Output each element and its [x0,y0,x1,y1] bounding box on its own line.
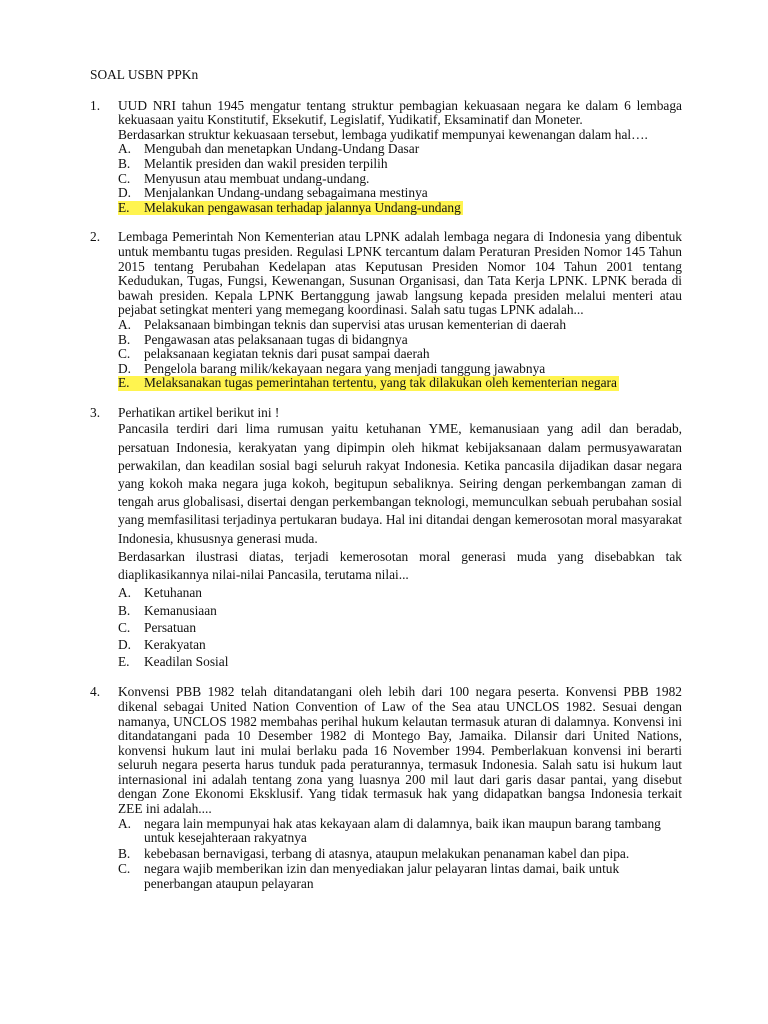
question-number: 3. [90,404,101,420]
option-letter: D. [118,360,132,376]
option-d [118,362,682,377]
option-text: Keadilan Sosial [144,654,229,670]
option-b [118,847,682,862]
question-body [118,99,682,216]
option-e-highlighted [118,376,619,391]
option-letter: E. [118,654,130,670]
option-b [118,602,682,619]
option-text: Kerakyatan [144,636,206,652]
question-4 [90,685,682,892]
question-body [118,230,682,391]
option-c [118,619,682,636]
option-c [118,347,682,362]
option-a [118,142,682,157]
option-list [118,318,682,391]
option-text: Melantik presiden dan wakil presiden terpilih [144,155,388,171]
option-letter: B. [118,155,131,171]
option-letter: C. [118,346,131,362]
question-paragraph: Berdasarkan ilustrasi diatas, terjadi kemerosotan moral generasi muda yang disebabkan tak diaplikasikannya nilai-nilai Pancasila, terutama nilai... [118,548,682,583]
option-d [118,186,682,201]
option-text: Pengawasan atas pelaksanaan tugas di bidangnya [144,331,408,347]
question-body [118,685,682,892]
option-letter: E. [118,199,130,215]
option-a [118,817,682,846]
option-b [118,157,682,172]
option-list [118,584,682,670]
question-paragraph: UUD NRI tahun 1945 mengatur tentang struktur pembagian kekuasaan negara ke dalam 6 lembaga kekuasaan yaitu Konstitutif, Eksekutif, Legislatif, Yudikatif, Eksaminatif dan Moneter. [118,97,682,128]
option-text: Melakukan pengawasan terhadap jalannya Undang-undang [144,199,461,215]
question-paragraph: Perhatikan artikel berikut ini ! [118,404,280,420]
option-e [118,653,682,670]
question-paragraph: Konvensi PBB 1982 telah ditandatangani oleh lebih dari 100 negara peserta. Konvensi PBB 1982 dikenal sebagai United Nation Convention of Law of the Sea atau UNCLOS 1982. Sesuai dengan namanya, UNCLOS 1982 membahas perihal hukum kelautan termasuk aturan di dalamnya. Konvensi ini ditandatangani pada 10 Desember 1982 di Montego Bay, Jamaika. Dilansir dari United Nations, konvensi hukum laut ini mulai berlaku pada 16 November 1994. Pemberlakuan konvensi ini berarti seluruh negara peserta harus tunduk pada peraturannya, termasuk Indonesia. Salah satu isi hukum laut internasional ini adalah tentang zona yang luasnya 200 mil laut dari garis dasar pantai, yang disebut dengan Zone Ekonomi Eksklusif. Yang tidak termasuk hak yang didapatkan bangsa Indonesia terkait ZEE ini adalah.... [118,684,682,817]
option-d [118,636,682,653]
option-b [118,333,682,348]
option-list [118,142,682,215]
question-1 [90,99,682,216]
option-text: negara lain mempunyai hak atas kekayaan alam di dalamnya, baik ikan maupun barang tambang untuk kesejahteraan rakyatnya [144,815,661,846]
question-paragraph: Lembaga Pemerintah Non Kementerian atau LPNK adalah lembaga negara di Indonesia yang dibentuk untuk membantu tugas presiden. Regulasi LPNK tercantum dalam Peraturan Presiden Nomor 145 Tahun 2015 tentang Perubahan Kedelapan atas Keputusan Presiden Nomor 104 Tahun 2001 tentang Kedudukan, Tugas, Fungsi, Kewenangan, Susunan Organisasi, dan Tata Kerja LPNK. LPNK berada di bawah presiden. Kepala LPNK Bertanggung jawab langsung kepada presiden melalui menteri atau pejabat setingkat menteri yang memegang koordinasi. Salah satu tugas LPNK adalah... [118,229,682,318]
option-text: Pelaksanaan bimbingan teknis dan supervisi atas urusan kementerian di daerah [144,316,567,332]
option-text: Mengubah dan menetapkan Undang-Undang Dasar [144,141,420,157]
option-letter: A. [118,815,132,831]
option-text: Melaksanakan tugas pemerintahan tertentu, yang tak dilakukan oleh kementerian negara [144,375,617,391]
option-list [118,817,682,892]
option-text: Persatuan [144,619,197,635]
option-e-highlighted [118,201,463,216]
option-letter: B. [118,845,131,861]
option-a [118,584,682,601]
option-letter: B. [118,331,131,347]
question-body [118,406,682,670]
option-c [118,172,682,187]
option-letter: C. [118,861,131,877]
option-letter: A. [118,316,132,332]
document-title: SOAL USBN PPKn [90,67,199,82]
option-letter: A. [118,141,132,157]
option-letter: D. [118,185,132,201]
option-letter: E. [118,375,130,391]
option-text: Kemanusiaan [144,602,217,618]
option-text: kebebasan bernavigasi, terbang di atasnya, ataupun melakukan penanaman kabel dan pipa. [144,845,630,861]
question-number: 2. [90,229,101,245]
question-number: 4. [90,684,101,700]
option-text: Ketuhanan [144,585,203,601]
option-text: Pengelola barang milik/kekayaan negara yang menjadi tanggung jawabnya [144,360,546,376]
option-letter: D. [118,636,132,652]
question-2 [90,230,682,391]
option-text: Menjalankan Undang-undang sebagaimana mestinya [144,185,428,201]
question-paragraph: Berdasarkan struktur kekuasaan tersebut, lembaga yudikatif mempunyai kewenangan dalam hal…. [118,126,648,142]
option-text: negara wajib memberikan izin dan menyediakan jalur pelayaran lintas damai, baik untuk penerbangan ataupun pelayaran [144,861,620,892]
article-paragraph: Pancasila terdiri dari lima rumusan yaitu ketuhanan YME, kemanusiaan yang adil dan beradab, persatuan Indonesia, kerakyatan yang dipimpin oleh hikmat kebijaksanaan dalam permusyawaratan perwakilan, dan keadilan sosial bagi seluruh rakyat Indonesia. Ketika pancasila dijadikan dasar negara yang kokoh maka negara juga kokoh, begitupun sebaliknya. Seiring dengan perkembangan zaman di tengah arus globalisasi, disertai dengan perkembangan teknologi, memunculkan sebuah perubahan sosial yang memfasilitasi terjadinya pertukaran budaya. Hal ini ditandai dengan kemerosotan moral masyarakat Indonesia, khususnya generasi muda. [118,421,682,546]
question-3 [90,406,682,670]
option-letter: B. [118,602,131,618]
option-letter: A. [118,585,132,601]
option-letter: C. [118,170,131,186]
option-text: Menyusun atau membuat undang-undang. [144,170,370,186]
option-letter: C. [118,619,131,635]
option-text: pelaksanaan kegiatan teknis dari pusat sampai daerah [144,346,430,362]
question-number: 1. [90,97,101,113]
option-a [118,318,682,333]
option-c [118,862,682,891]
